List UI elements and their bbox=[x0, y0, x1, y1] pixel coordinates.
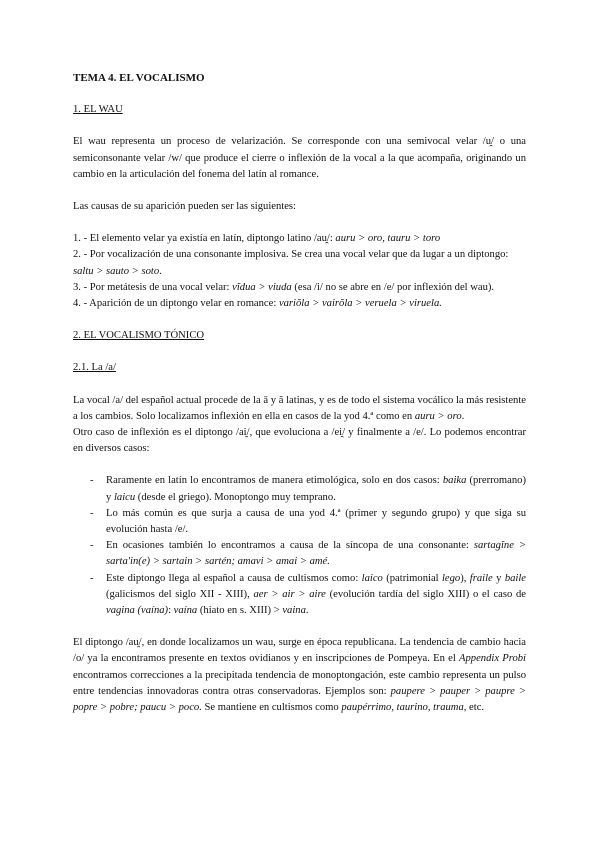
causes-list bbox=[73, 231, 526, 312]
page-title: TEMA 4. EL VOCALISMO bbox=[73, 72, 205, 84]
paragraph-wau-definition: El wau representa un proceso de velarización. Se corresponde con una semivocal velar /u̯/ o una semiconsonante velar /w/ que produce el cierre o inflexión de la vocal a la que acompaña, originando un cambio en la articulación del fonema del latín al romance. bbox=[73, 136, 526, 180]
paragraph-diphthong-au: El diptongo /au̯/, en donde localizamos un wau, surge en época republicana. La tendencia de cambio hacia /o/ ya la encontramos presente en textos ovidianos y en inscripciones de Pompeya. En el Appendix Probi encontramos correcciones a la precipitada tendencia de monoptongación, este cambio representa un pulso entre tendencias innovadoras contra otras conservadoras. Ejemplos son: paupere > pauper > paupre > popre > pobre; paucu > poco. Se mantiene en cultismos como paupérrimo, taurino, trauma, etc. bbox=[73, 637, 527, 714]
section-heading-wau: 1. EL WAU bbox=[73, 104, 123, 116]
list-item: - Este diptongo llega al español a causa de cultismos como: laico (patrimonial lego), fraile y baile (galicismos del siglo XII - XIII), aer > air > aire (evolución tardía del siglo XIII) o el caso de vagina (vaína): vaína (hiato en s. XIII) > vaina. bbox=[106, 571, 526, 620]
paragraph-diphthong-ai: Otro caso de inflexión es el diptongo /ai̯/, que evoluciona a /ei̯/ y finalmente a /e/. Lo podemos encontrar en diversos casos: bbox=[73, 427, 526, 455]
diphthong-cases-list bbox=[73, 473, 526, 619]
list-item: 1. - El elemento velar ya existía en latín, diptongo latino /au̯/: auru > oro, tauru > toro bbox=[73, 233, 441, 245]
list-item: 3. - Por metátesis de una vocal velar: vĭdua > viuda (esa /i/ no se abre en /e/ por inflexión del wau). bbox=[73, 281, 495, 293]
list-item: - En ocasiones también lo encontramos a causa de la síncopa de una consonante: sartagĭne > sarta'in(e) > sartain > sartén; amavi > amai > amé. bbox=[106, 538, 526, 570]
paragraph-vowel-a: La vocal /a/ del español actual procede de la ā y ă latinas, y es de todo el sistema vocálico la más resistente a los cambios. Solo localizamos inflexión en ella en casos de la yod 4.ª como en auru > oro. bbox=[73, 394, 526, 422]
document-body bbox=[73, 70, 526, 716]
list-item: 2. - Por vocalización de una consonante implosiva. Se crea una vocal velar que da lugar a un diptongo: saltu > sauto > soto. bbox=[73, 249, 509, 277]
section-heading-vocalismo-tonico: 2. EL VOCALISMO TÓNICO bbox=[73, 330, 205, 342]
list-item: - Raramente en latín lo encontramos de manera etimológica, solo en dos casos: baika (prerromano) y laicu (desde el griego). Monoptongo muy temprano. bbox=[106, 473, 526, 505]
subsection-heading-a: 2.1. La /a/ bbox=[73, 362, 116, 374]
list-item: 4. - Aparición de un diptongo velar en romance: variŏla > vairŏla > veruela > viruela. bbox=[73, 298, 442, 310]
paragraph-causes-intro: Las causas de su aparición pueden ser las siguientes: bbox=[73, 201, 296, 213]
list-item: - Lo más común es que surja a causa de una yod 4.ª (primer y segundo grupo) y que siga su evolución hasta /e/. bbox=[106, 506, 526, 538]
